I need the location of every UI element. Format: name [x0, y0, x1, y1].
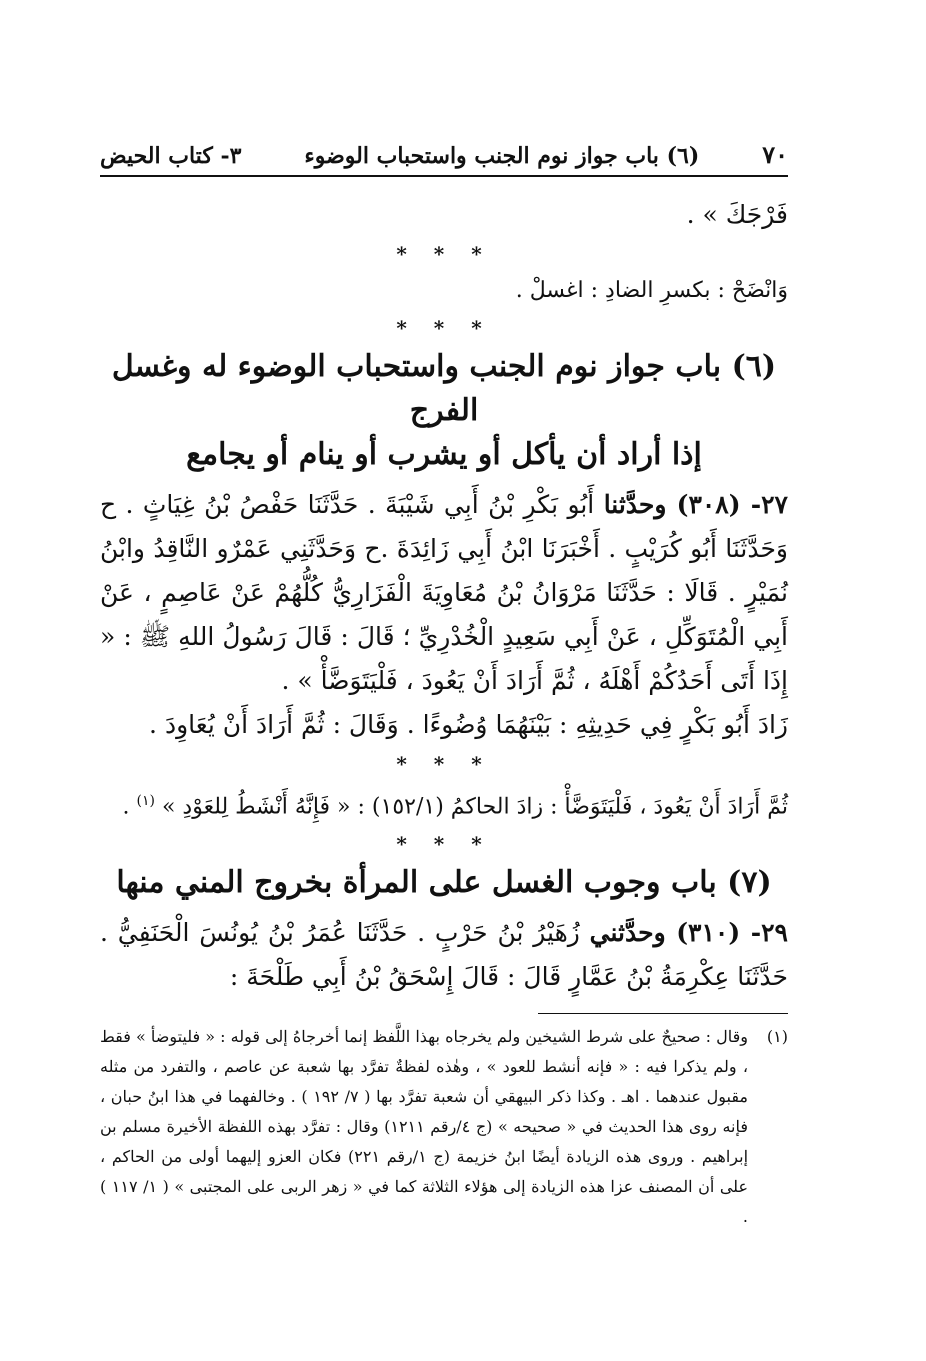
- chapter-6-heading: [100, 345, 788, 477]
- separator: * * *: [396, 752, 492, 776]
- hadith-27-addition: زَادَ أَبُو بَكْرٍ فِي حَدِيثِهِ : بَيْنَهُمَا وُضُوءًا . وَقَالَ : ثُمَّ أَرَادَ أَنْ يُعَاوِدَ .: [149, 710, 788, 739]
- separator: * * *: [396, 832, 492, 857]
- gloss-wa-ndah: وَانْضَحْ : بكسرِ الضادِ : اغسلْ .: [515, 278, 788, 303]
- footnote-number: (١): [766, 1027, 788, 1047]
- hadith-27-number: ٢٧- (٣٠٨) وحدَّثنا: [603, 490, 788, 519]
- running-header: [100, 140, 788, 177]
- hadith-29: [100, 911, 788, 999]
- running-book-title: ٣- كتاب الحيض: [100, 143, 242, 169]
- footnote-ref[interactable]: (١): [136, 793, 155, 809]
- footnote-1: [100, 1022, 788, 1232]
- page-number: ٧٠: [762, 140, 788, 169]
- hadith-27-text: أَبُو بَكْرِ بْنُ أَبِي شَيْبَةَ . حَدَّثَنَا حَفْصُ بْنُ غِيَاثٍ . ح وَحَدَّثَنَا أَبُو كُرَيْبٍ . أَخْبَرَنَا ابْنُ أَبِي زَائِدَةَ .ح وَحَدَّثَنِي عَمْرٌو النَّاقِدُ وابْنُ نُمَيْرٍ . قَالَا : حَدَّثَنَا مَرْوَانُ بْنُ مُعَاوِيَةَ الْفَزَارِيُّ كُلُّهُمْ عَنْ عَاصِمٍ ، عَنْ أَبِي الْمُتَوَكِّلِ ، عَنْ أَبِي سَعِيدٍ الْخُدْرِيِّ ؛ قَالَ : قَالَ رَسُولُ اللهِ ﷺ : « إِذَا أَتَى أَحَدُكُمْ أَهْلَهُ ، ثُمَّ أَرَادَ أَنْ يَعُودَ ، فَلْيَتَوَضَّأْ » .: [100, 490, 788, 695]
- gloss-hakim-text: ثُمَّ أَرَادَ أَنْ يَعُودَ ، فَلْيَتَوَضَّأْ : زادَ الحاكمُ (١٥٢/١) : « فَإِنَّهُ أَنْشَطُ لِلعَوْدِ »: [161, 794, 788, 820]
- running-chapter-title: (٦) باب جواز نوم الجنب واستحباب الوضوء: [304, 143, 700, 169]
- chapter-6-line-1: (٦) باب جواز نوم الجنب واستحباب الوضوء له وغسل الفرج: [111, 349, 777, 428]
- book-page: [100, 140, 788, 1232]
- footnote-text: وقال : صحيحٌ على شرط الشيخين ولم يخرجاه بهذا اللَّفظ إنما أخرجاهُ إلى قوله : « فليتوضأ » فقط ، ولم يذكرا فيه : « فإنه أنشط للعود » ، وهٰذه لفظةٌ تفرَّد بها شعبة عن عاصم ، والتفرد من مثله مقبول عندهما . اهـ . وكذا ذكر البيهقي أن شعبة تفرَّد بها ( ٧/ ١٩٢ ) . وخالفهما في هذا ابنُ حبان ، فإنه روى هذا الحديث في « صحيحه » (ج ٤/رقم ١٢١١) وقال : تفرَّد بهذه اللفظة الأخيرة مسلم بن إبراهيم . وروى هذه الزيادة أيضًا ابنُ خزيمة (ج ١/رقم ٢٢١) فكان العزو إليهما أولى من الحاكم ، على أن المصنف عزا هذه الزيادة إلى هؤلاء الثلاثة كما في « زهر الربى على المجتبى » ( ١/ ١١٧ ) .: [99, 1027, 749, 1227]
- chapter-6-line-2: إذا أراد أن يأكل أو يشرب أو ينام أو يجامع: [186, 437, 702, 472]
- footnote-divider: [538, 1013, 788, 1014]
- separator: * * *: [396, 316, 492, 340]
- hadith-29-text: زُهَيْرُ بْنُ حَرْبٍ . حَدَّثَنَا عُمَرُ بْنُ يُونُسَ الْحَنَفِيُّ . حَدَّثَنَا عِكْرِمَةُ بْنُ عَمَّارٍ قَالَ : قَالَ إِسْحَقُ بْنُ أَبِي طَلْحَةَ :: [100, 918, 788, 992]
- top-fragment: فَرْجَكَ » .: [686, 200, 788, 229]
- gloss-hakim-end: .: [122, 794, 130, 820]
- chapter-7-line-1: (٧) باب وجوب الغسل على المرأة بخروج المني منها: [116, 865, 772, 901]
- hadith-27: [100, 483, 788, 703]
- hadith-29-number: ٢٩- (٣١٠) وحدَّثني: [589, 918, 788, 948]
- gloss-hakim-addition: [100, 781, 788, 827]
- chapter-7-heading: [100, 861, 788, 905]
- separator: * * *: [396, 242, 492, 266]
